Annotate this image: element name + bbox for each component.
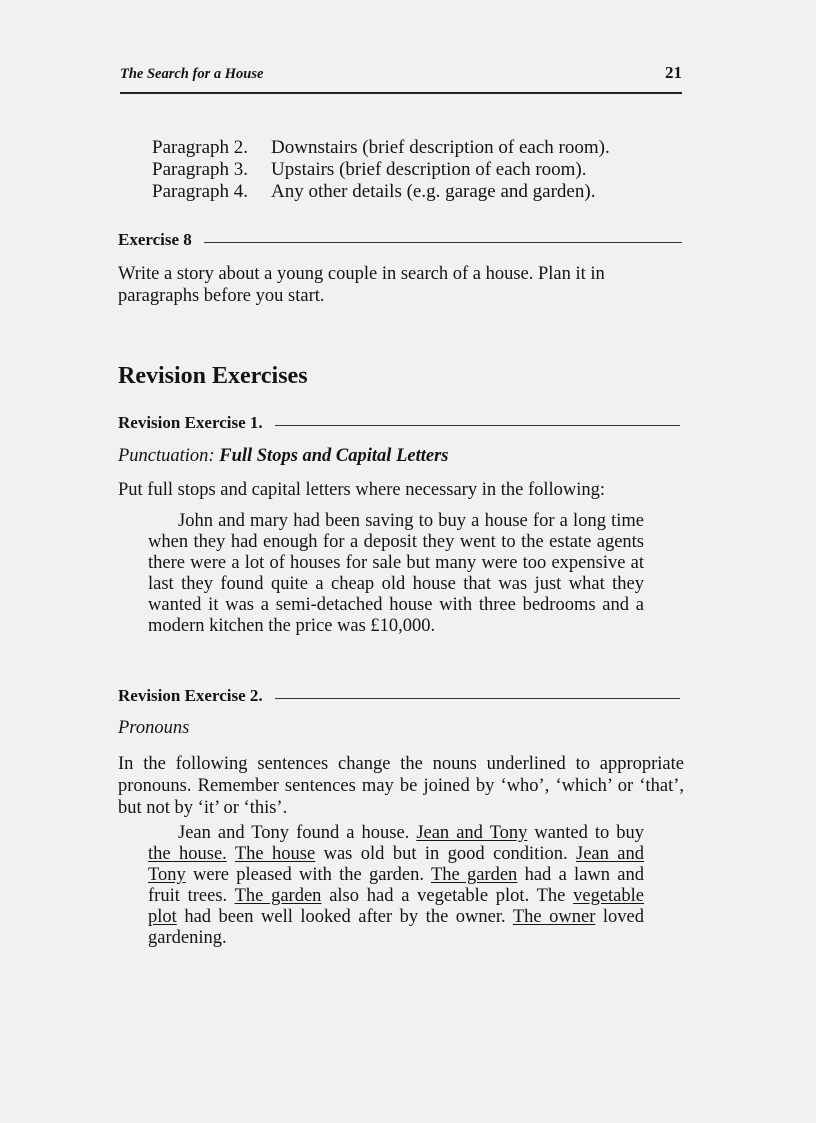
revision-1-passage	[148, 511, 644, 637]
underlined-noun: The garden	[234, 886, 322, 906]
plan-row	[152, 137, 610, 159]
exercise-8-text: Write a story about a young couple in search of a house. Plan it in paragraphs before you start.	[118, 264, 605, 306]
revision-2-label: Revision Exercise 2.	[118, 686, 263, 705]
heading-rule	[204, 242, 682, 243]
revision-1-heading	[118, 413, 680, 433]
exercise-8-label: Exercise 8	[118, 230, 192, 249]
plan-row	[152, 159, 610, 181]
revision-1-instruction: Put full stops and capital letters where necessary in the following:	[118, 480, 606, 500]
underlined-noun: Jean and Tony	[148, 844, 644, 885]
revision-2-passage	[148, 823, 644, 949]
plan-row	[152, 181, 610, 203]
passage-text: John and mary had been saving to buy a house for a long time when they had enough for a deposit they went to the estate agents there were a lot of houses for sale but many were too expensive at last they found quite a cheap old house that was just what they wanted it was a semi-detached house with three bedrooms and a modern kitchen the price was £10,000.	[148, 511, 644, 636]
running-head	[120, 63, 682, 83]
page-number: 21	[665, 63, 682, 82]
heading-rule	[275, 425, 680, 426]
revision-1-label: Revision Exercise 1.	[118, 413, 263, 432]
header-rule	[120, 92, 682, 94]
underlined-noun: vegetable plot	[148, 886, 644, 927]
running-title: The Search for a House	[120, 66, 264, 82]
underlined-noun: Jean and Tony	[416, 823, 528, 843]
revision-2-instruction: In the following sentences change the nouns underlined to appropriate pronouns. Remember sentences may be joined by ‘who’, ‘which’ or ‘that’, but not by ‘it’ or ‘this’.	[118, 754, 684, 818]
passage-text: Jean and Tony found a house.	[178, 823, 410, 843]
passage-text: loved gardening.	[148, 907, 645, 948]
underlined-noun: the house.	[148, 844, 227, 864]
passage-text: wanted to buy	[534, 823, 645, 843]
passage-text: had a lawn and fruit trees.	[148, 865, 644, 906]
passage-text: had been well looked after by the owner.	[184, 907, 506, 927]
subheading-rest: Full Stops and Capital Letters	[219, 446, 449, 466]
paragraph-plan	[152, 137, 610, 203]
plan-text: Upstairs (brief description of each room).	[271, 159, 587, 180]
passage-text: were pleased with the garden.	[193, 865, 424, 885]
plan-number: Paragraph 3.	[152, 159, 249, 180]
section-title: Revision Exercises	[118, 363, 308, 389]
plan-text: Any other details (e.g. garage and garden).	[271, 181, 596, 202]
underlined-noun: The house	[234, 844, 316, 864]
revision-2-subheading: Pronouns	[118, 718, 190, 738]
exercise-8-heading	[118, 230, 682, 250]
revision-1-subheading: Punctuation: Full Stops and Capital Letters	[118, 446, 449, 466]
underlined-noun: The owner	[512, 907, 596, 927]
plan-text: Downstairs (brief description of each room).	[271, 137, 610, 158]
passage-text: was old but in good condition.	[323, 844, 568, 864]
plan-number: Paragraph 4.	[152, 181, 249, 202]
plan-number: Paragraph 2.	[152, 137, 249, 158]
underlined-noun: The garden	[430, 865, 518, 885]
revision-2-heading	[118, 686, 680, 706]
subheading-lead: Punctuation	[118, 446, 209, 466]
passage-text: also had a vegetable plot. The	[329, 886, 566, 906]
heading-rule	[275, 698, 680, 699]
